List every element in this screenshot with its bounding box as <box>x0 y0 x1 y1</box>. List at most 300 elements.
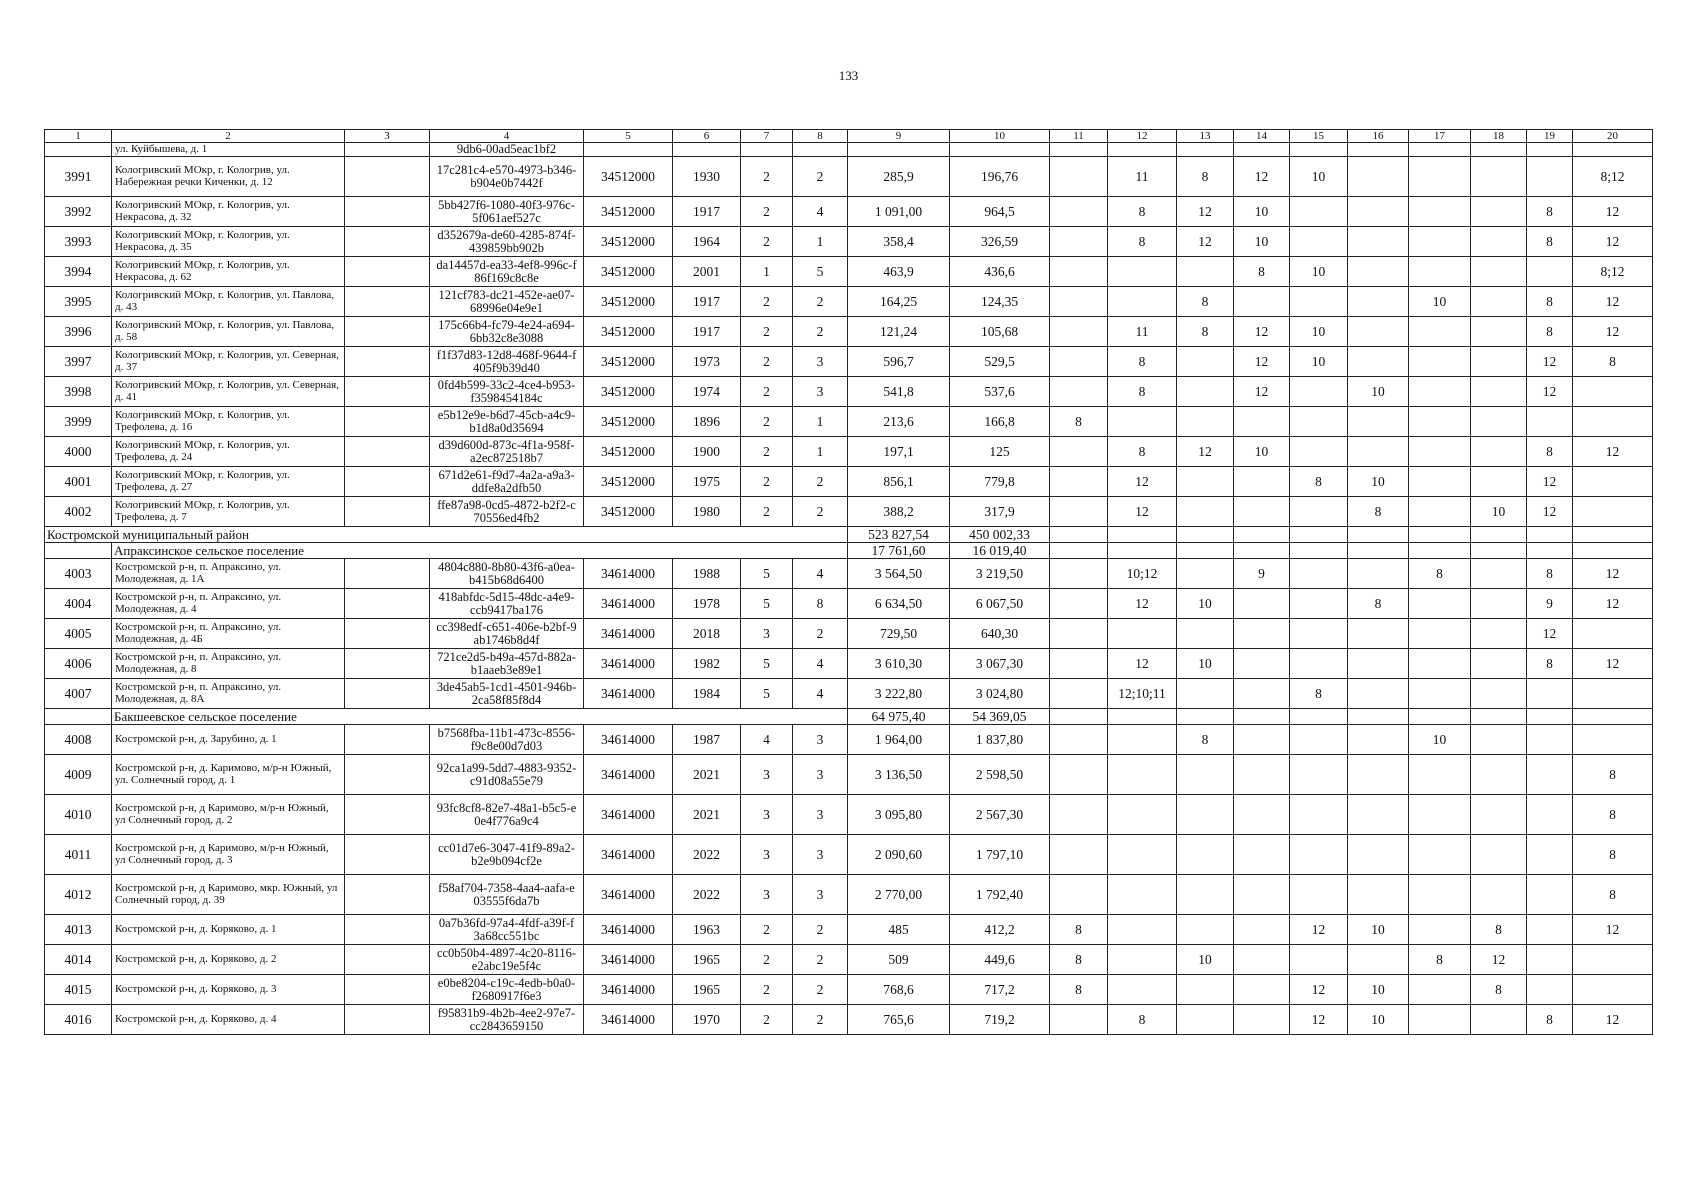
row-number-cell: 3997 <box>45 347 112 377</box>
table-row <box>45 437 1653 467</box>
oktmo-cell: 34512000 <box>584 157 673 197</box>
column-13-cell <box>1177 835 1234 875</box>
column-18-cell <box>1471 679 1527 709</box>
row-number-cell: 4003 <box>45 559 112 589</box>
column-14-cell: 12 <box>1234 317 1290 347</box>
table-row <box>45 407 1653 437</box>
floors-cell: 2 <box>741 227 793 257</box>
total-area-cell: 285,9 <box>848 157 950 197</box>
column-14-cell: 9 <box>1234 559 1290 589</box>
column-14-cell <box>1234 619 1290 649</box>
oktmo-cell: 34512000 <box>584 257 673 287</box>
column-20-cell <box>1573 725 1653 755</box>
column-11-cell <box>1050 467 1108 497</box>
column-18-cell <box>1471 527 1527 543</box>
column-13-cell: 8 <box>1177 287 1234 317</box>
address-cell: Костромской р-н, д Каримово, м/р-н Южный, ул Солнечный город, д. 2 <box>112 795 345 835</box>
column-20-cell: 12 <box>1573 915 1653 945</box>
column-18-cell: 8 <box>1471 915 1527 945</box>
address-cell: Кологривский МОкр, г. Кологрив, ул. Северная, д. 37 <box>112 347 345 377</box>
row-number-cell: 3995 <box>45 287 112 317</box>
column-13-cell: 8 <box>1177 317 1234 347</box>
column-16-cell <box>1348 945 1409 975</box>
row-number-cell: 4014 <box>45 945 112 975</box>
row-number-cell: 4016 <box>45 1005 112 1035</box>
house-guid-cell: ffe87a98-0cd5-4872-b2f2-c70556ed4fb2 <box>430 497 584 527</box>
column-number-header <box>45 130 1653 143</box>
column-16-cell <box>1348 157 1409 197</box>
entrances-cell: 5 <box>793 257 848 287</box>
column-14-cell <box>1234 875 1290 915</box>
column-12-cell <box>1108 975 1177 1005</box>
row-number-cell: 4005 <box>45 619 112 649</box>
entrances-cell: 2 <box>793 619 848 649</box>
column-20-cell: 12 <box>1573 559 1653 589</box>
column-5-cell <box>584 143 673 157</box>
entrances-cell: 3 <box>793 795 848 835</box>
column-8-cell <box>793 143 848 157</box>
column-20-cell: 12 <box>1573 437 1653 467</box>
oktmo-cell: 34512000 <box>584 497 673 527</box>
house-guid-cell: 9db6-00ad5eac1bf2 <box>430 143 584 157</box>
column-3-cell <box>345 975 430 1005</box>
column-header-10: 10 <box>950 130 1050 143</box>
column-15-cell <box>1290 287 1348 317</box>
column-13-cell: 12 <box>1177 197 1234 227</box>
column-18-cell <box>1471 795 1527 835</box>
column-14-cell <box>1234 497 1290 527</box>
entrances-cell: 3 <box>793 377 848 407</box>
total-area-cell: 358,4 <box>848 227 950 257</box>
year-built-cell: 2022 <box>673 835 741 875</box>
living-area-cell: 3 219,50 <box>950 559 1050 589</box>
floors-cell: 2 <box>741 197 793 227</box>
column-17-cell <box>1409 197 1471 227</box>
row-number-cell: 4000 <box>45 437 112 467</box>
column-header-19: 19 <box>1527 130 1573 143</box>
column-12-cell <box>1108 915 1177 945</box>
column-14-cell: 12 <box>1234 347 1290 377</box>
column-17-cell <box>1409 377 1471 407</box>
entrances-cell: 2 <box>793 1005 848 1035</box>
column-11-cell: 8 <box>1050 945 1108 975</box>
column-15-cell <box>1290 527 1348 543</box>
row-number-cell: 4012 <box>45 875 112 915</box>
year-built-cell: 1975 <box>673 467 741 497</box>
column-15-cell <box>1290 227 1348 257</box>
total-area-cell: 856,1 <box>848 467 950 497</box>
column-12-cell <box>1108 835 1177 875</box>
column-11-cell: 8 <box>1050 915 1108 945</box>
column-17-cell <box>1409 257 1471 287</box>
settlement-label: Апраксинское сельское поселение <box>112 543 848 559</box>
row-number-cell: 3998 <box>45 377 112 407</box>
living-area-sum: 54 369,05 <box>950 709 1050 725</box>
column-18-cell: 12 <box>1471 945 1527 975</box>
house-guid-cell: 175c66b4-fc79-4e24-a694-6bb32c8e3088 <box>430 317 584 347</box>
address-cell: Костромской р-н, д. Каримово, м/р-н Южный, ул. Солнечный город, д. 1 <box>112 755 345 795</box>
column-15-cell <box>1290 143 1348 157</box>
column-19-cell <box>1527 755 1573 795</box>
column-3-cell <box>345 497 430 527</box>
year-built-cell: 1988 <box>673 559 741 589</box>
column-12-cell <box>1108 287 1177 317</box>
column-3-cell <box>345 157 430 197</box>
column-19-cell <box>1527 795 1573 835</box>
column-16-cell: 10 <box>1348 975 1409 1005</box>
oktmo-cell: 34614000 <box>584 649 673 679</box>
total-area-cell: 1 964,00 <box>848 725 950 755</box>
year-built-cell: 1917 <box>673 317 741 347</box>
column-20-cell: 12 <box>1573 197 1653 227</box>
column-16-cell <box>1348 543 1409 559</box>
total-area-sum: 64 975,40 <box>848 709 950 725</box>
column-20-cell <box>1573 497 1653 527</box>
column-header-6: 6 <box>673 130 741 143</box>
column-19-cell <box>1527 835 1573 875</box>
column-14-cell: 12 <box>1234 157 1290 197</box>
address-cell: Кологривский МОкр, г. Кологрив, ул. Северная, д. 41 <box>112 377 345 407</box>
column-13-cell <box>1177 679 1234 709</box>
address-cell: Кологривский МОкр, г. Кологрив, ул. Некрасова, д. 35 <box>112 227 345 257</box>
oktmo-cell: 34512000 <box>584 437 673 467</box>
column-20-cell: 12 <box>1573 287 1653 317</box>
address-cell: Костромской р-н, д. Коряково, д. 4 <box>112 1005 345 1035</box>
address-cell: Костромской р-н, п. Апраксино, ул. Молодежная, д. 8А <box>112 679 345 709</box>
column-3-cell <box>345 437 430 467</box>
living-area-cell: 326,59 <box>950 227 1050 257</box>
column-15-cell: 12 <box>1290 915 1348 945</box>
column-18-cell <box>1471 467 1527 497</box>
column-12-cell: 12 <box>1108 467 1177 497</box>
floors-cell: 2 <box>741 317 793 347</box>
entrances-cell: 1 <box>793 227 848 257</box>
entrances-cell: 4 <box>793 649 848 679</box>
column-18-cell <box>1471 257 1527 287</box>
column-20-cell: 12 <box>1573 589 1653 619</box>
column-15-cell: 12 <box>1290 975 1348 1005</box>
column-11-cell <box>1050 679 1108 709</box>
address-cell: Костромской р-н, п. Апраксино, ул. Молодежная, д. 4Б <box>112 619 345 649</box>
column-16-cell <box>1348 649 1409 679</box>
column-12-cell: 8 <box>1108 377 1177 407</box>
column-3-cell <box>345 559 430 589</box>
column-16-cell <box>1348 197 1409 227</box>
column-18-cell <box>1471 197 1527 227</box>
column-header-14: 14 <box>1234 130 1290 143</box>
column-15-cell <box>1290 377 1348 407</box>
year-built-cell: 1982 <box>673 649 741 679</box>
column-13-cell: 10 <box>1177 945 1234 975</box>
entrances-cell: 3 <box>793 875 848 915</box>
entrances-cell: 3 <box>793 347 848 377</box>
column-16-cell: 8 <box>1348 497 1409 527</box>
living-area-cell: 2 567,30 <box>950 795 1050 835</box>
row-number-cell: 4008 <box>45 725 112 755</box>
column-19-cell: 8 <box>1527 1005 1573 1035</box>
column-15-cell <box>1290 755 1348 795</box>
column-20-cell: 12 <box>1573 649 1653 679</box>
column-19-cell: 8 <box>1527 287 1573 317</box>
column-17-cell <box>1409 437 1471 467</box>
column-18-cell <box>1471 649 1527 679</box>
column-19-cell <box>1527 975 1573 1005</box>
column-15-cell <box>1290 619 1348 649</box>
column-3-cell <box>345 347 430 377</box>
address-cell: Костромской р-н, д. Коряково, д. 1 <box>112 915 345 945</box>
column-header-11: 11 <box>1050 130 1108 143</box>
row-number-cell: 3999 <box>45 407 112 437</box>
column-16-cell <box>1348 257 1409 287</box>
table-row <box>45 157 1653 197</box>
total-area-cell: 596,7 <box>848 347 950 377</box>
row-number-cell: 4009 <box>45 755 112 795</box>
oktmo-cell: 34614000 <box>584 755 673 795</box>
year-built-cell: 2021 <box>673 755 741 795</box>
floors-cell: 5 <box>741 559 793 589</box>
table-row <box>45 347 1653 377</box>
row-number-cell: 4015 <box>45 975 112 1005</box>
column-13-cell <box>1177 543 1234 559</box>
table-row <box>45 725 1653 755</box>
column-14-cell <box>1234 835 1290 875</box>
floors-cell: 2 <box>741 497 793 527</box>
column-16-cell <box>1348 559 1409 589</box>
column-3-cell <box>345 407 430 437</box>
column-11-cell <box>1050 157 1108 197</box>
column-17-cell <box>1409 915 1471 945</box>
house-guid-cell: f1f37d83-12d8-468f-9644-f405f9b39d40 <box>430 347 584 377</box>
column-19-cell <box>1527 679 1573 709</box>
settlement-label: Бакшеевское сельское поселение <box>112 709 848 725</box>
column-19-cell <box>1527 543 1573 559</box>
floors-cell: 3 <box>741 875 793 915</box>
floors-cell: 5 <box>741 589 793 619</box>
column-header-3: 3 <box>345 130 430 143</box>
column-14-cell <box>1234 795 1290 835</box>
entrances-cell: 3 <box>793 725 848 755</box>
year-built-cell: 1964 <box>673 227 741 257</box>
column-3-cell <box>345 317 430 347</box>
column-15-cell: 8 <box>1290 467 1348 497</box>
address-cell: Костромской р-н, д. Зарубино, д. 1 <box>112 725 345 755</box>
entrances-cell: 3 <box>793 755 848 795</box>
address-cell: Кологривский МОкр, г. Кологрив, ул. Трефолева, д. 7 <box>112 497 345 527</box>
column-19-cell <box>1527 945 1573 975</box>
column-12-cell: 11 <box>1108 157 1177 197</box>
column-15-cell: 10 <box>1290 157 1348 197</box>
oktmo-cell: 34512000 <box>584 377 673 407</box>
row-number-cell: 4002 <box>45 497 112 527</box>
column-12-cell: 12;10;11 <box>1108 679 1177 709</box>
column-16-cell <box>1348 527 1409 543</box>
column-15-cell <box>1290 497 1348 527</box>
column-12-cell <box>1108 257 1177 287</box>
column-19-cell <box>1527 875 1573 915</box>
entrances-cell: 2 <box>793 945 848 975</box>
floors-cell: 2 <box>741 975 793 1005</box>
oktmo-cell: 34614000 <box>584 945 673 975</box>
column-19-cell: 8 <box>1527 649 1573 679</box>
column-13-cell: 8 <box>1177 725 1234 755</box>
column-16-cell <box>1348 709 1409 725</box>
column-13-cell: 12 <box>1177 437 1234 467</box>
column-18-cell <box>1471 1005 1527 1035</box>
row-number-cell: 4006 <box>45 649 112 679</box>
column-13-cell <box>1177 527 1234 543</box>
living-area-cell: 1 797,10 <box>950 835 1050 875</box>
floors-cell: 3 <box>741 835 793 875</box>
living-area-cell: 449,6 <box>950 945 1050 975</box>
total-area-cell: 6 634,50 <box>848 589 950 619</box>
column-20-cell <box>1573 679 1653 709</box>
column-3-cell <box>345 467 430 497</box>
column-17-cell <box>1409 589 1471 619</box>
total-area-cell: 768,6 <box>848 975 950 1005</box>
total-area-cell: 164,25 <box>848 287 950 317</box>
column-11-cell <box>1050 725 1108 755</box>
column-13-cell <box>1177 143 1234 157</box>
column-19-cell: 8 <box>1527 559 1573 589</box>
column-18-cell <box>1471 543 1527 559</box>
total-area-cell: 729,50 <box>848 619 950 649</box>
column-17-cell <box>1409 709 1471 725</box>
year-built-cell: 1965 <box>673 975 741 1005</box>
column-18-cell: 8 <box>1471 975 1527 1005</box>
table-row <box>45 467 1653 497</box>
column-18-cell <box>1471 287 1527 317</box>
row-number-cell: 3992 <box>45 197 112 227</box>
total-area-cell: 3 564,50 <box>848 559 950 589</box>
column-15-cell: 10 <box>1290 317 1348 347</box>
house-guid-cell: 93fc8cf8-82e7-48a1-b5c5-e0e4f776a9c4 <box>430 795 584 835</box>
column-14-cell <box>1234 975 1290 1005</box>
column-3-cell <box>345 1005 430 1035</box>
oktmo-cell: 34512000 <box>584 287 673 317</box>
column-16-cell <box>1348 437 1409 467</box>
row-number-cell: 4013 <box>45 915 112 945</box>
column-15-cell <box>1290 649 1348 679</box>
house-guid-cell: 3de45ab5-1cd1-4501-946b-2ca58f85f8d4 <box>430 679 584 709</box>
column-14-cell <box>1234 915 1290 945</box>
address-cell: Костромской р-н, п. Апраксино, ул. Молодежная, д. 8 <box>112 649 345 679</box>
column-17-cell <box>1409 467 1471 497</box>
oktmo-cell: 34512000 <box>584 407 673 437</box>
column-20-cell: 8 <box>1573 755 1653 795</box>
column-11-cell <box>1050 317 1108 347</box>
column-6-cell <box>673 143 741 157</box>
column-16-cell <box>1348 227 1409 257</box>
column-3-cell <box>345 835 430 875</box>
total-area-cell: 3 136,50 <box>848 755 950 795</box>
column-14-cell: 8 <box>1234 257 1290 287</box>
oktmo-cell: 34614000 <box>584 915 673 945</box>
year-built-cell: 1973 <box>673 347 741 377</box>
column-16-cell <box>1348 143 1409 157</box>
living-area-cell: 125 <box>950 437 1050 467</box>
floors-cell: 2 <box>741 157 793 197</box>
column-header-9: 9 <box>848 130 950 143</box>
column-13-cell: 10 <box>1177 589 1234 619</box>
column-header-7: 7 <box>741 130 793 143</box>
column-16-cell <box>1348 679 1409 709</box>
column-13-cell <box>1177 975 1234 1005</box>
column-14-cell <box>1234 679 1290 709</box>
column-3-cell <box>345 795 430 835</box>
living-area-cell: 2 598,50 <box>950 755 1050 795</box>
column-18-cell <box>1471 407 1527 437</box>
column-19-cell <box>1527 407 1573 437</box>
address-cell: Кологривский МОкр, г. Кологрив, ул. Трефолева, д. 16 <box>112 407 345 437</box>
entrances-cell: 1 <box>793 407 848 437</box>
column-13-cell: 10 <box>1177 649 1234 679</box>
column-11-cell <box>1050 287 1108 317</box>
house-guid-cell: 121cf783-dc21-452e-ae07-68996e04e9e1 <box>430 287 584 317</box>
column-13-cell <box>1177 795 1234 835</box>
column-header-13: 13 <box>1177 130 1234 143</box>
column-12-cell <box>1108 725 1177 755</box>
entrances-cell: 2 <box>793 467 848 497</box>
column-header-17: 17 <box>1409 130 1471 143</box>
page-number: 133 <box>838 68 859 83</box>
column-12-cell: 8 <box>1108 1005 1177 1035</box>
column-11-cell <box>1050 795 1108 835</box>
entrances-cell: 4 <box>793 197 848 227</box>
column-20-cell: 8;12 <box>1573 157 1653 197</box>
column-15-cell: 10 <box>1290 257 1348 287</box>
column-11-cell <box>1050 619 1108 649</box>
column-3-cell <box>345 287 430 317</box>
column-17-cell <box>1409 649 1471 679</box>
total-area-cell: 2 090,60 <box>848 835 950 875</box>
column-13-cell <box>1177 497 1234 527</box>
column-13-cell <box>1177 347 1234 377</box>
column-11-cell <box>1050 347 1108 377</box>
column-16-cell <box>1348 317 1409 347</box>
entrances-cell: 8 <box>793 589 848 619</box>
entrances-cell: 4 <box>793 679 848 709</box>
house-guid-cell: cc0b50b4-4897-4c20-8116-e2abc19e5f4c <box>430 945 584 975</box>
column-19-cell: 12 <box>1527 347 1573 377</box>
column-11-cell <box>1050 875 1108 915</box>
entrances-cell: 2 <box>793 287 848 317</box>
oktmo-cell: 34614000 <box>584 795 673 835</box>
column-14-cell: 10 <box>1234 227 1290 257</box>
column-header-5: 5 <box>584 130 673 143</box>
column-15-cell <box>1290 543 1348 559</box>
table-row <box>45 915 1653 945</box>
column-3-cell <box>345 915 430 945</box>
column-12-cell <box>1108 755 1177 795</box>
floors-cell: 4 <box>741 725 793 755</box>
column-9-cell <box>848 143 950 157</box>
column-15-cell <box>1290 725 1348 755</box>
column-17-cell <box>1409 1005 1471 1035</box>
column-header-18: 18 <box>1471 130 1527 143</box>
column-12-cell <box>1108 875 1177 915</box>
column-20-cell <box>1573 619 1653 649</box>
address-cell: Костромской р-н, п. Апраксино, ул. Молодежная, д. 1А <box>112 559 345 589</box>
living-area-cell: 640,30 <box>950 619 1050 649</box>
column-20-cell <box>1573 543 1653 559</box>
column-20-cell: 12 <box>1573 227 1653 257</box>
column-12-cell <box>1108 619 1177 649</box>
column-11-cell: 8 <box>1050 407 1108 437</box>
oktmo-cell: 34614000 <box>584 875 673 915</box>
total-area-cell: 463,9 <box>848 257 950 287</box>
column-15-cell <box>1290 945 1348 975</box>
living-area-cell: 6 067,50 <box>950 589 1050 619</box>
